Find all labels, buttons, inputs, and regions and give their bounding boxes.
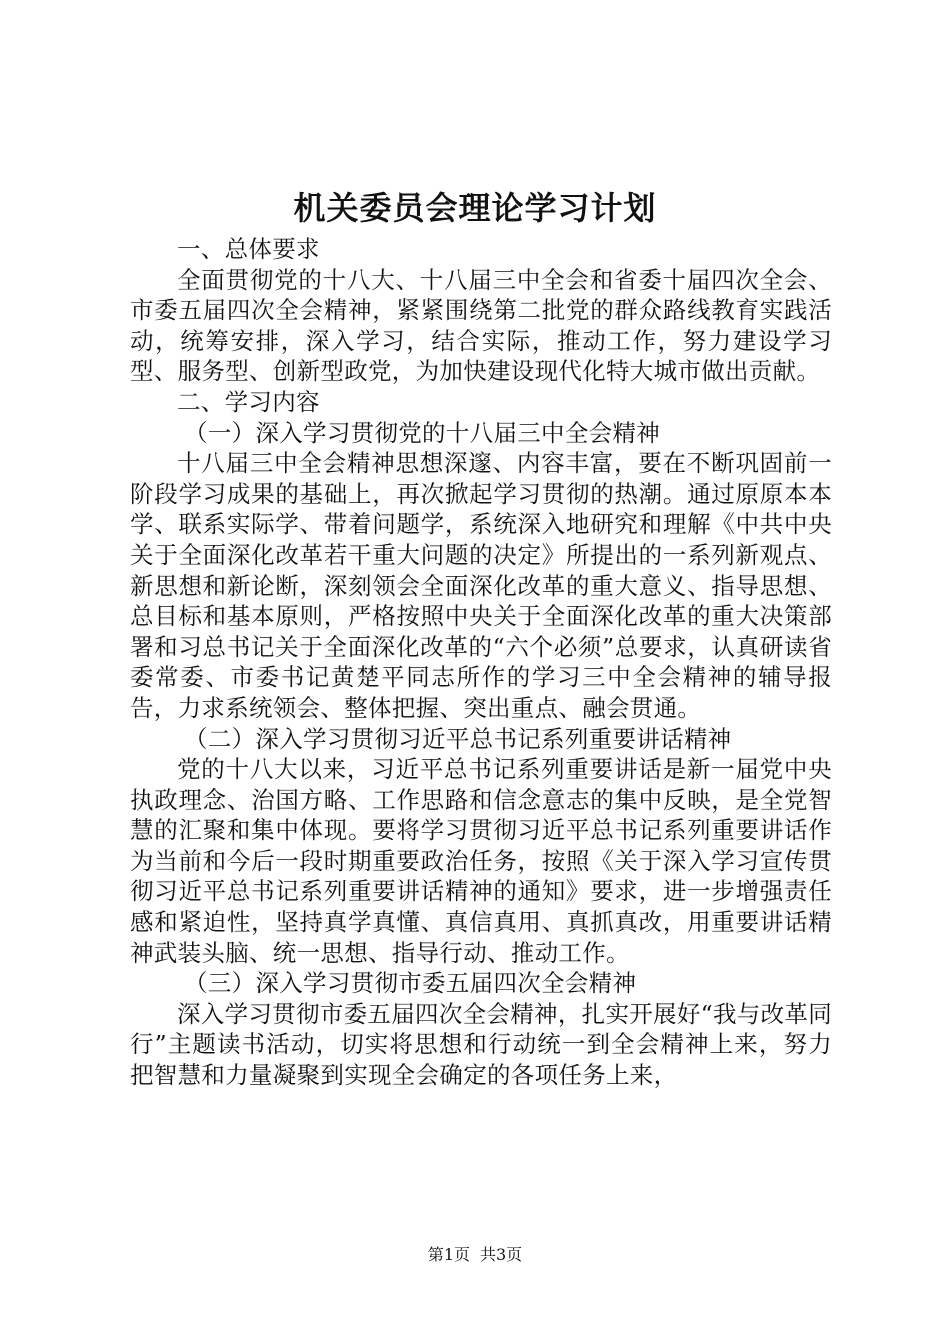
body-paragraph: 十八届三中全会精神思想深邃、内容丰富，要在不断巩固前一阶段学习成果的基础上，再次掀起学习贯彻的热潮。通过原原本本学、联系实际学、带着问题学，系统深入地研究和理解《中共中央关于全面深化改革若干重大问题的决定》所提出的一系列新观点、新思想和新论断，深刻领会全面深化改革的重大意义、指导思想、总目标和基本原则，严格按照中央关于全面深化改革的重大决策部署和习总书记关于全面深化改革的“六个必须”总要求，认真研读省委常委、市委书记黄楚平同志所作的学习三中全会精神的辅导报告，力求系统领会、整体把握、突出重点、融会贯通。 xyxy=(130,449,832,722)
subsection-heading: （一）深入学习贯彻党的十八届三中全会精神 xyxy=(184,418,661,447)
body-paragraph: 全面贯彻党的十八大、十八届三中全会和省委十届四次全会、市委五届四次全会精神，紧紧围绕第二批党的群众路线教育实践活动，统筹安排，深入学习，结合实际，推动工作，努力建设学习型、服务型、创新型政党，为加快建设现代化特大城市做出贡献。 xyxy=(130,265,832,386)
section-heading: 二、学习内容 xyxy=(177,387,320,416)
page-total: 共3页 xyxy=(480,1245,523,1264)
section-heading: 一、总体要求 xyxy=(177,235,320,263)
page-number: 第1页 xyxy=(427,1245,470,1264)
document-title: 机关委员会理论学习计划 xyxy=(293,189,657,227)
subsection-heading: （三）深入学习贯彻市委五届四次全会精神 xyxy=(184,969,637,998)
body-paragraph: 党的十八大以来，习近平总书记系列重要讲话是新一届党中央执政理念、治国方略、工作思路和信念意志的集中反映，是全党智慧的汇聚和集中体现。要将学习贯彻习近平总书记系列重要讲话作为当前和今后一段时期重要政治任务，按照《关于深入学习宣传贯彻习近平总书记系列重要讲话精神的通知》要求，进一步增强责任感和紧迫性，坚持真学真懂、真信真用、真抓真改，用重要讲话精神武装头脑、统一思想、指导行动、推动工作。 xyxy=(130,755,832,967)
subsection-heading: （二）深入学习贯彻习近平总书记系列重要讲话精神 xyxy=(184,724,732,753)
page-footer xyxy=(0,1244,950,1266)
document-body xyxy=(130,234,832,1091)
body-paragraph: 深入学习贯彻市委五届四次全会精神，扎实开展好“我与改革同行”主题读书活动，切实将思想和行动统一到全会精神上来，努力把智慧和力量凝聚到实现全会确定的各项任务上来， xyxy=(130,999,832,1090)
